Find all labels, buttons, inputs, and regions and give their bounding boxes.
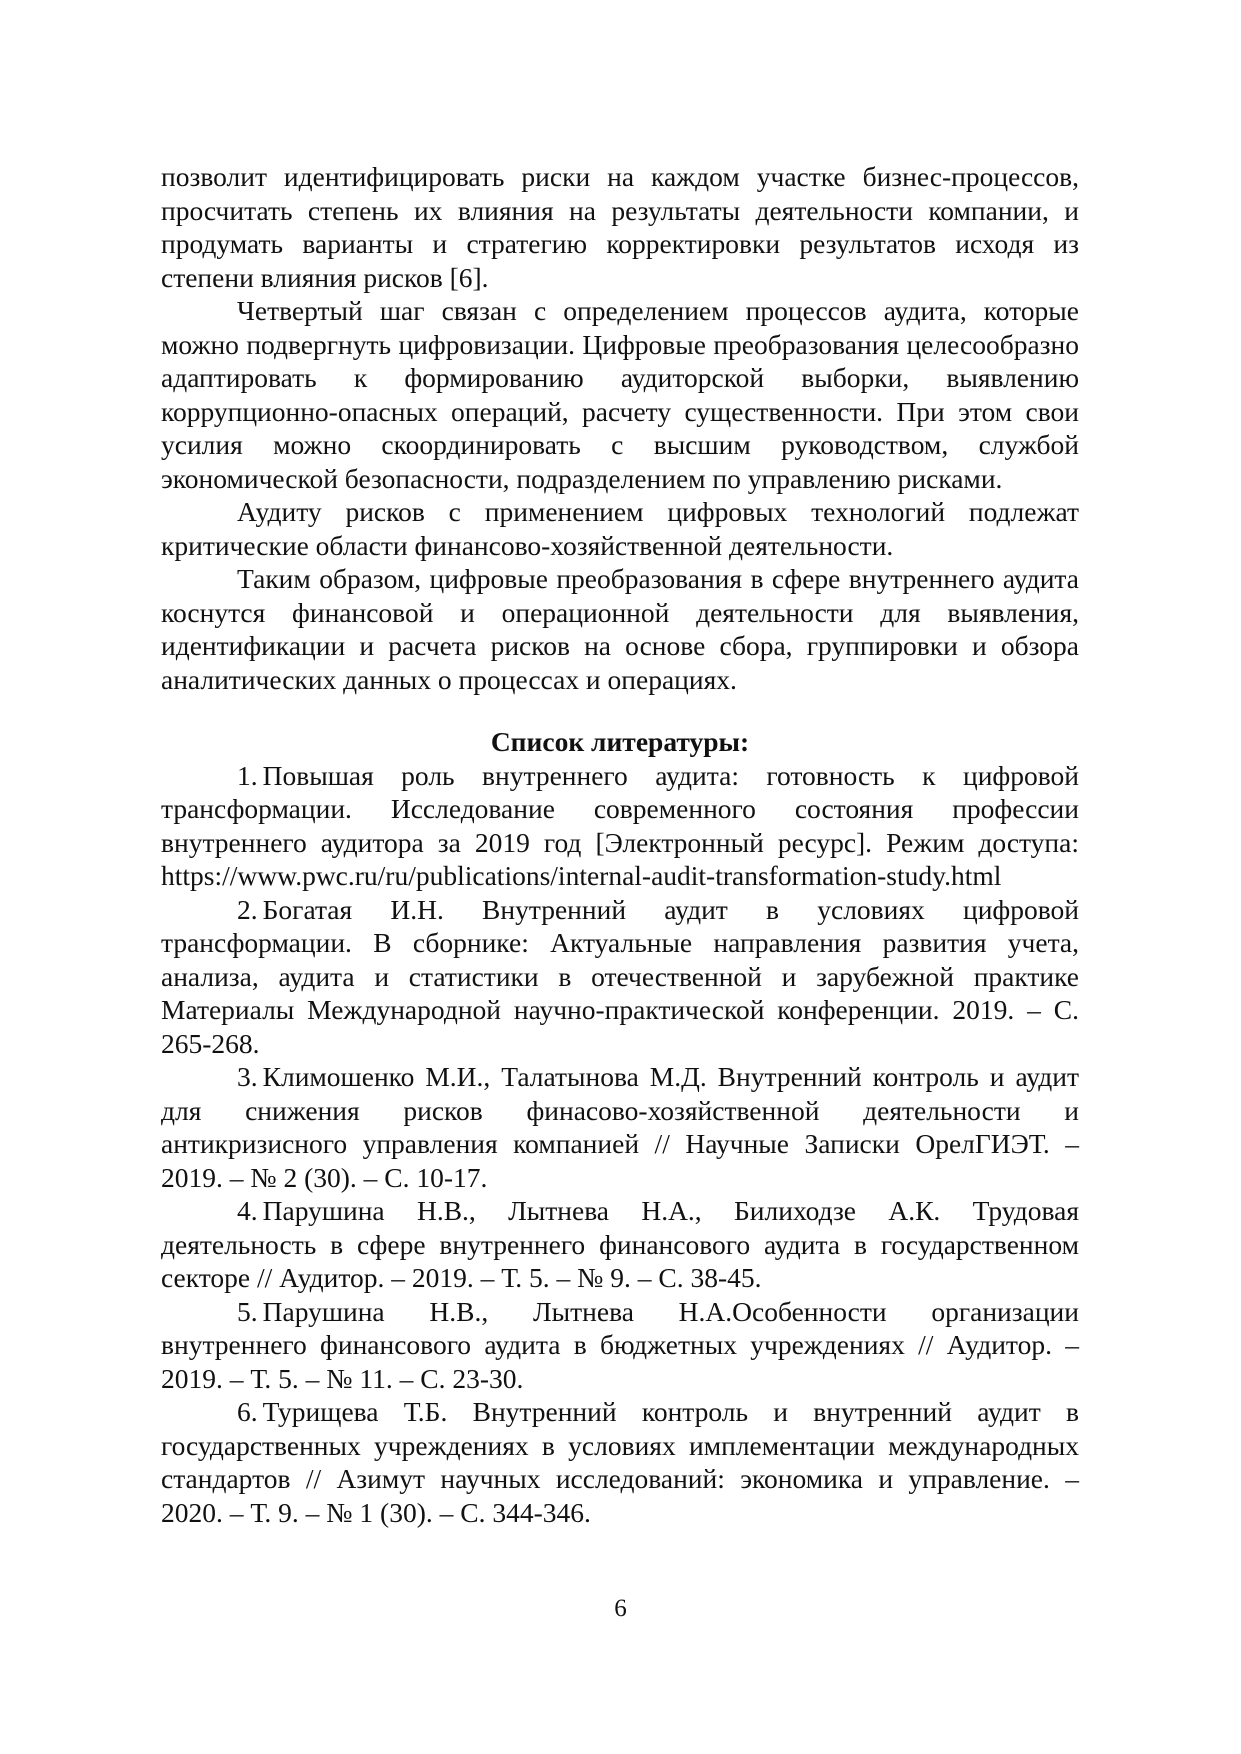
reference-url-link[interactable]: https://www.pwc.ru/ru/publications/internal-audit-transformation-study.html — [161, 860, 1002, 891]
reference-item-5 — [161, 1295, 1079, 1396]
body-paragraph-3: Аудиту рисков с применением цифровых технологий подлежат критические области финансово-хозяйственной деятельности. — [161, 496, 1079, 561]
reference-number: 4. — [237, 1195, 258, 1226]
body-paragraph-1: позволит идентифицировать риски на каждом участке бизнес-процессов, просчитать степень их влияния на результаты деятельности компании, и продумать варианты и стратегию корректировки результатов исходя из степени влияния рисков [6]. — [161, 161, 1079, 293]
reference-item-4 — [161, 1194, 1079, 1295]
page-number: 6 — [614, 1595, 627, 1622]
reference-item-1 — [161, 759, 1079, 893]
references-list — [161, 759, 1079, 1530]
reference-number: 6. — [237, 1396, 258, 1427]
reference-text: Богатая И.Н. Внутренний аудит в условиях цифровой трансформации. В сборнике: Актуальные направления развития учета, анализа, аудита и статистики в отечественной и зарубежной практике Материалы Международной научно-практической конференции. 2019. – С. 265-268. — [161, 893, 1079, 1059]
references-heading: Список литературы: — [490, 726, 750, 757]
body-paragraph-2: Четвертый шаг связан с определением процессов аудита, которые можно подвергнуть цифровизации. Цифровые преобразования целесообразно адаптировать к формированию аудиторской выборки, выявлению коррупционно-опасных операций, расчету существенности. При этом свои усилия можно скоординировать с высшим руководством, службой экономической безопасности, подразделением по управлению рисками. — [161, 295, 1079, 494]
reference-text: Повышая роль внутреннего аудита: готовность к цифровой трансформации. Исследование современного состояния профессии внутреннего аудитора за 2019 год [Электронный ресурс]. Режим доступа: — [161, 759, 1079, 858]
reference-number: 3. — [237, 1061, 258, 1092]
reference-text: Климошенко М.И., Талатынова М.Д. Внутренний контроль и аудит для снижения рисков финасово-хозяйственной деятельности и антикризисного управления компанией // Научные Записки ОрелГИЭТ. – 2019. – № 2 (30). – С. 10-17. — [161, 1061, 1079, 1193]
reference-number: 5. — [237, 1295, 258, 1327]
reference-item-2 — [161, 893, 1079, 1061]
reference-item-6 — [161, 1395, 1079, 1529]
page-content — [161, 160, 1079, 1529]
reference-text: Парушина Н.В., Лытнева Н.А., Билиходзе А.К. Трудовая деятельность в сфере внутреннего финансового аудита в государственном секторе // Аудитор. – 2019. – Т. 5. – № 9. – С. 38-45. — [161, 1195, 1079, 1293]
reference-text: Турищева Т.Б. Внутренний контроль и внутренний аудит в государственных учреждениях в условиях имплементации международных стандартов // Азимут научных исследований: экономика и управление. – 2020. – Т. 9. – № 1 (30). – С. 344-346. — [161, 1396, 1079, 1528]
reference-number: 2. — [237, 893, 258, 925]
reference-text: Парушина Н.В., Лытнева Н.А.Особенности организации внутреннего финансового аудита в бюджетных учреждениях // Аудитор. – 2019. – Т. 5. – № 11. – С. 23-30. — [161, 1295, 1079, 1394]
body-paragraph-4: Таким образом, цифровые преобразования в сфере внутреннего аудита коснутся финансовой и операционной деятельности для выявления, идентификации и расчета рисков на основе сбора, группировки и обзора аналитических данных о процессах и операциях. — [161, 563, 1079, 695]
reference-item-3 — [161, 1060, 1079, 1194]
reference-number: 1. — [237, 759, 258, 791]
